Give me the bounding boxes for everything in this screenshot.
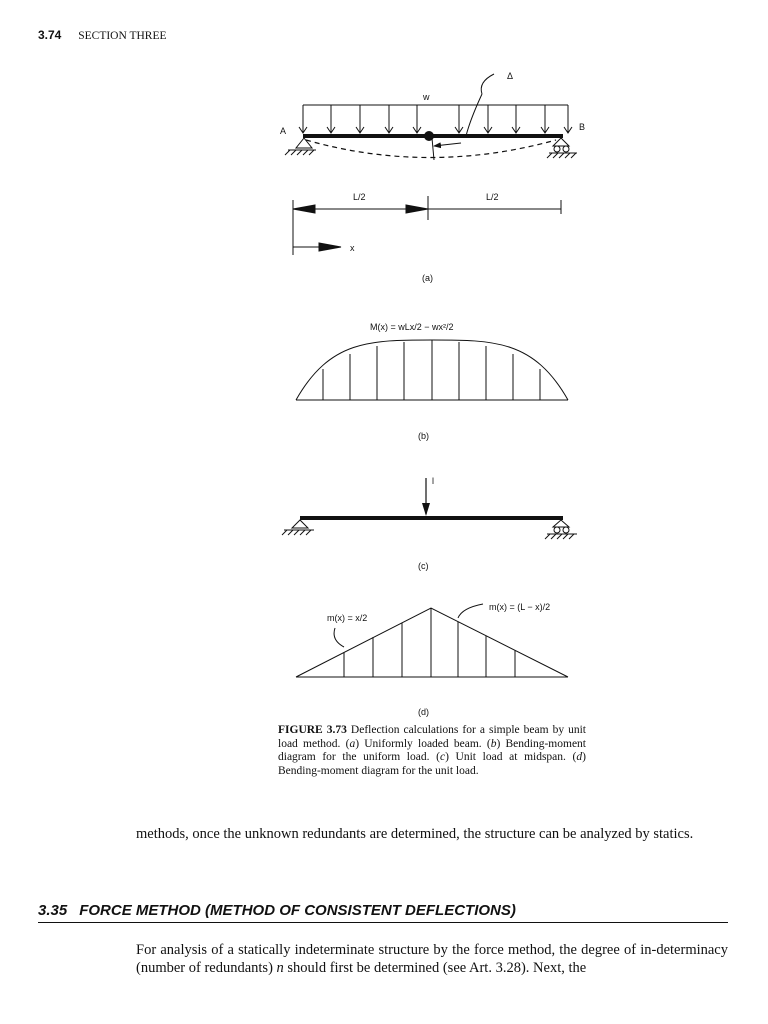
deflected-shape	[306, 140, 556, 158]
caption-b: b	[490, 737, 497, 750]
panel-label-a: (a)	[422, 273, 433, 283]
delta-leader	[481, 74, 494, 94]
span-dimension	[293, 196, 561, 255]
caption-title: FIGURE 3.73	[278, 724, 347, 736]
paragraph-2-text-2: should first be determined (see Art. 3.28). Next, the	[283, 959, 587, 976]
unit-load-label: l	[432, 476, 434, 486]
support-label-b: B	[579, 122, 586, 132]
panel-a	[280, 71, 585, 283]
caption-d: d	[576, 751, 583, 764]
caption-c: c	[439, 751, 446, 764]
dim-label-left: L/2	[353, 192, 366, 202]
paragraph-2-text-1: For analysis of a statically indeterminate structure by the force method, the degree of in-determinacy (number of redundants)	[136, 942, 728, 976]
right-moment-eq: m(x) = (L − x)/2	[489, 602, 551, 612]
caption-a: a	[349, 737, 356, 750]
pin-support-c	[282, 520, 314, 535]
caption-text-5: ) Bending-moment diagram for the unit load.	[278, 751, 586, 777]
panel-label-b: (b)	[418, 431, 429, 441]
panel-d	[296, 602, 568, 717]
roller-support-c	[545, 520, 577, 539]
dim-label-right: L/2	[486, 192, 499, 202]
load-label-w: w	[423, 92, 430, 102]
left-moment-eq: m(x) = x/2	[327, 613, 368, 623]
paragraph-1: methods, once the unknown redundants are determined, the structure can be analyzed by statics.	[136, 826, 694, 842]
support-label-a: A	[280, 126, 287, 136]
section-title: FORCE METHOD (METHOD OF CONSISTENT DEFLECTIONS)	[79, 902, 516, 919]
panel-c	[282, 476, 577, 571]
roller-support-b	[547, 138, 577, 158]
panel-b	[296, 322, 568, 441]
pin-support-a	[285, 138, 316, 155]
caption-text-3: ) Bending-moment diagram for the uniform load. (	[278, 737, 586, 764]
x-label: x	[350, 243, 355, 253]
figure-caption	[278, 724, 586, 778]
caption-text-1: Deflection calculations for a simple beam by unit load method. (	[278, 724, 586, 750]
delta-label: Δ	[507, 71, 514, 81]
moment-equation: M(x) = wLx/2 − wx²/2	[370, 322, 454, 332]
caption-text-2: ) Uniformly loaded beam. (	[355, 737, 491, 750]
section-heading	[38, 902, 728, 923]
paragraph-2	[136, 942, 728, 977]
section-name: SECTION THREE	[78, 30, 167, 42]
load-arrows	[299, 105, 572, 133]
caption-text-4: ) Unit load at midspan. (	[445, 751, 577, 764]
panel-label-c: (c)	[418, 561, 429, 571]
paragraph-2-n: n	[276, 959, 284, 976]
page-number: 3.74	[38, 28, 62, 42]
section-number: 3.35	[38, 902, 68, 919]
panel-label-d: (d)	[418, 707, 429, 717]
